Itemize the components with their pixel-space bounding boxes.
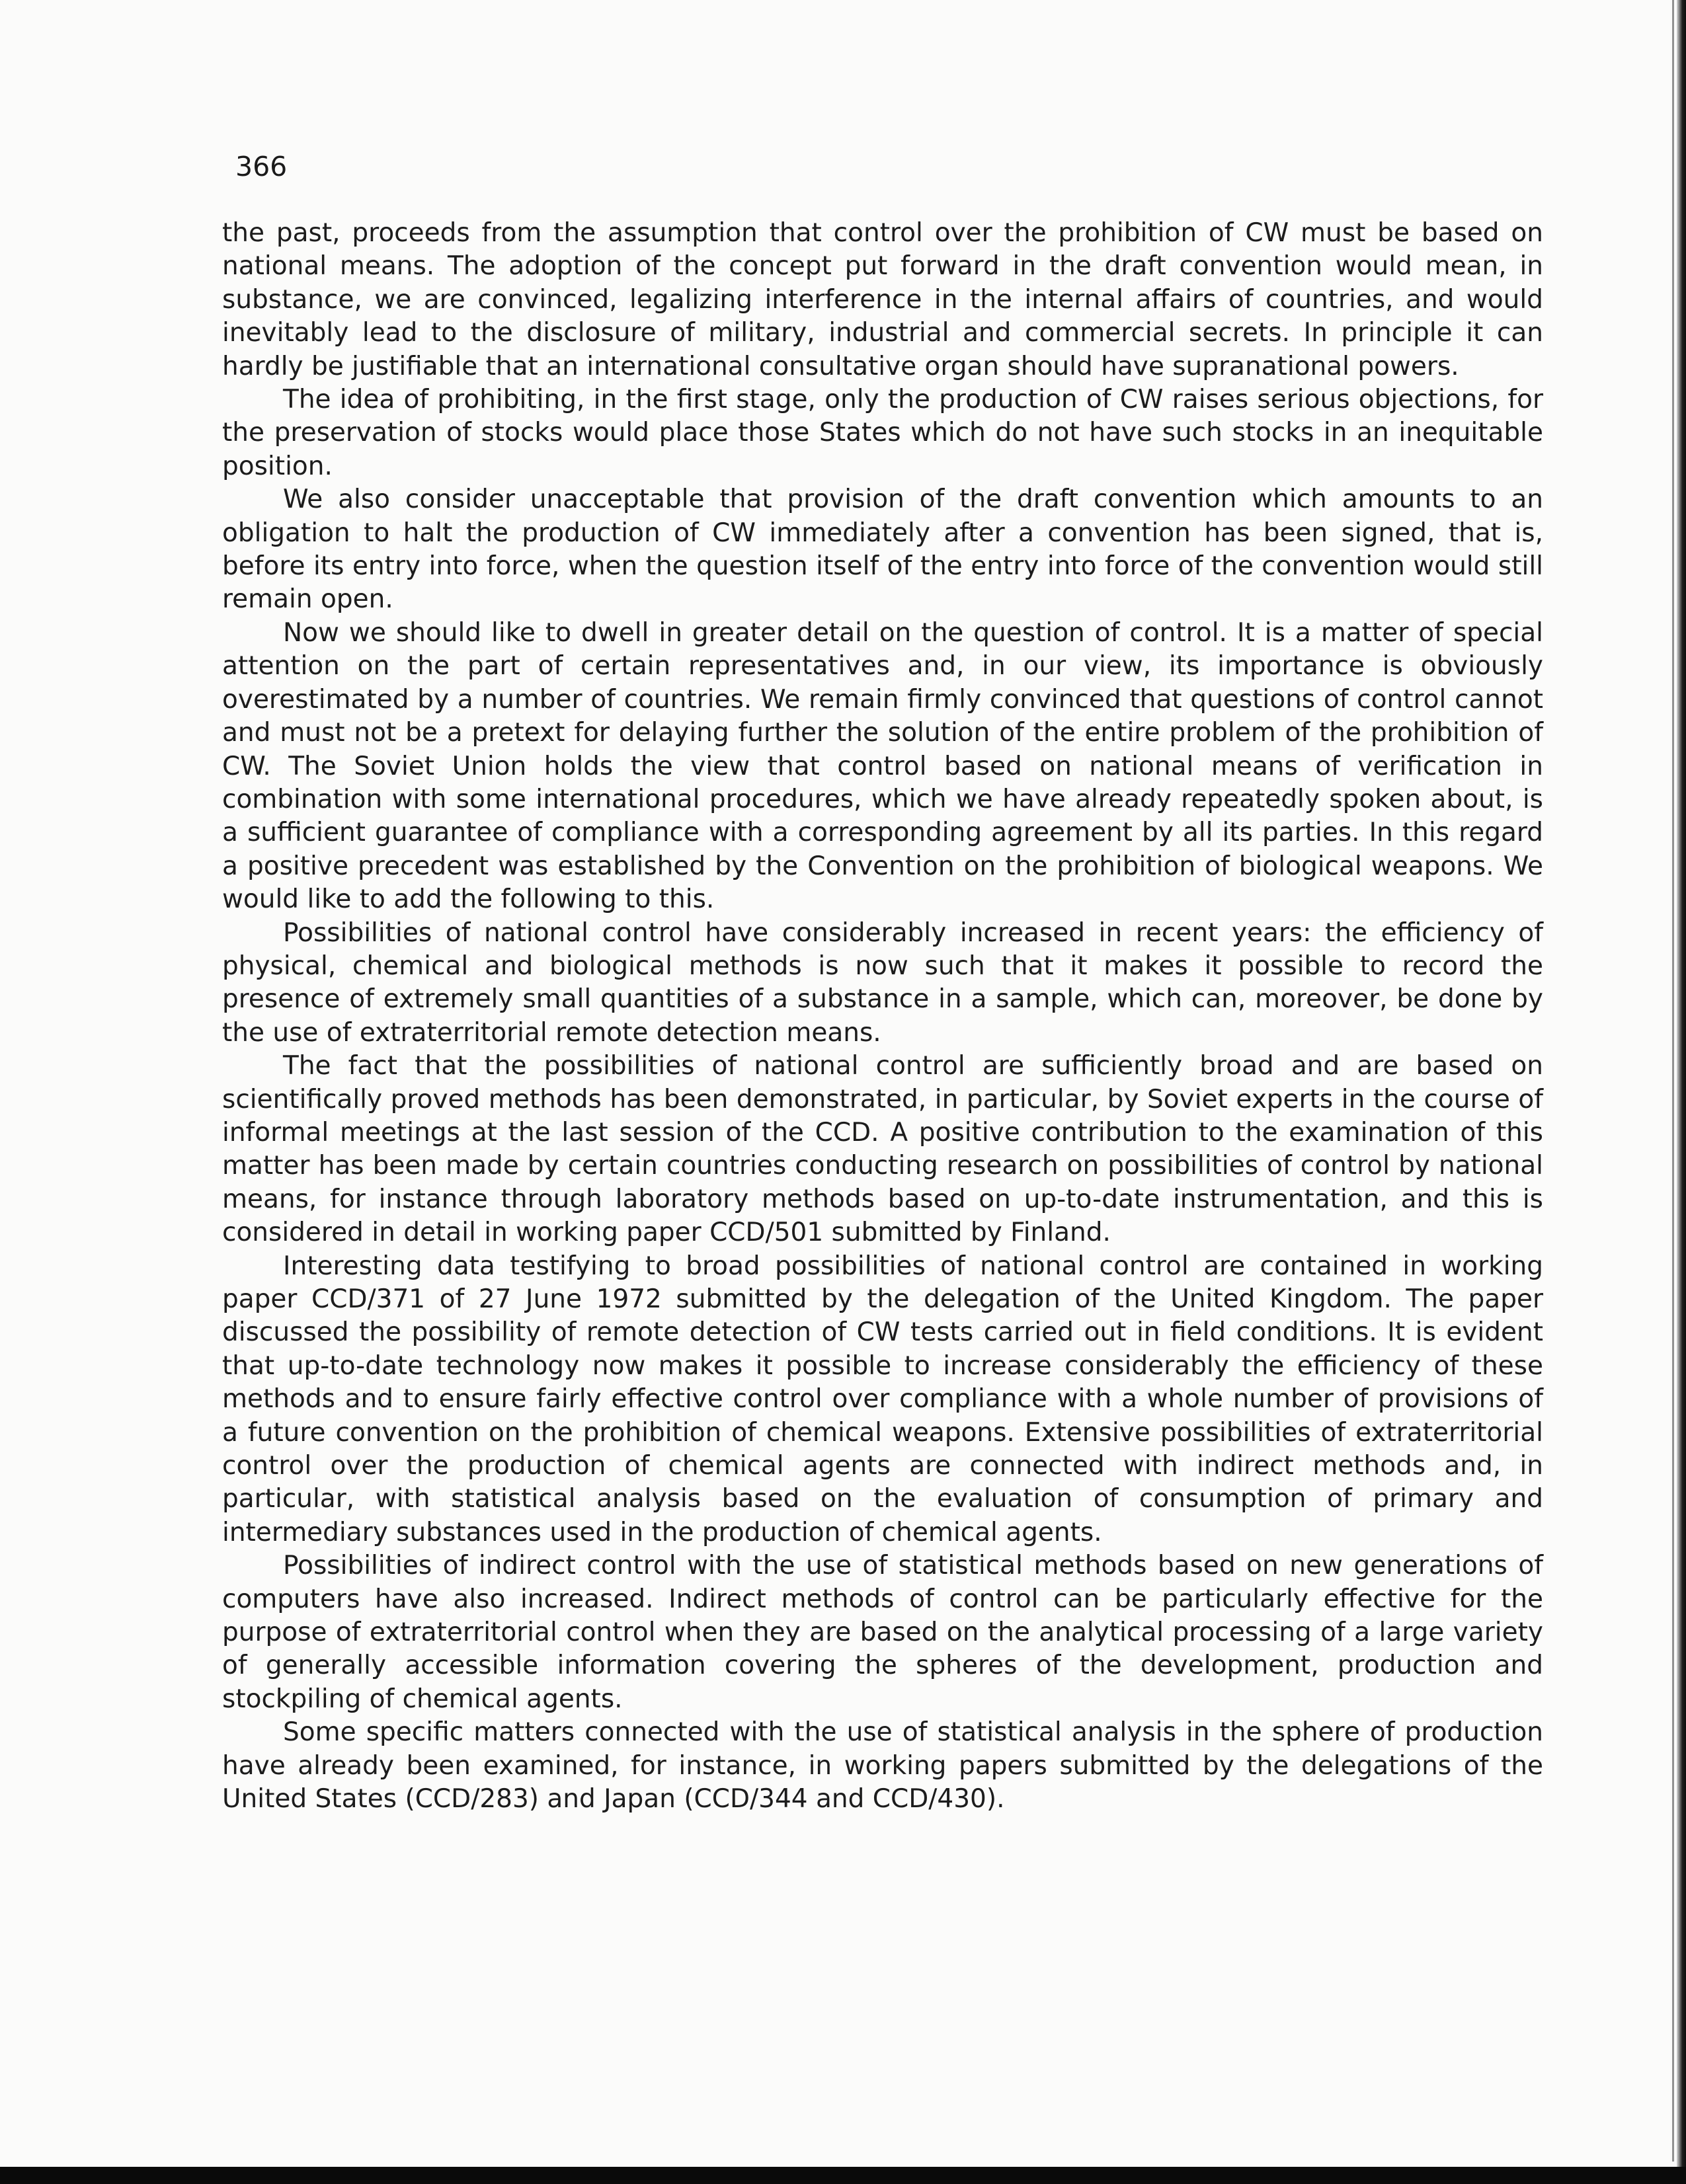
paragraph-4: Now we should like to dwell in greater detail on the question of control. It is a matter of special attention on the part of certain representatives and, in our view, its importance is obviously overestimated by a number of countries. We remain firmly convinced that questions of control cannot and must not be a pretext for delaying further the solution of the entire problem of the prohibition of CW. The Soviet Union holds the view that control based on national means of verification in combination with some international procedures, which we have already repeatedly spoken about, is a sufficient guarantee of compliance with a corresponding agreement by all its parties. In this regard a positive precedent was established by the Convention on the prohibition of biological weapons. We would like to add the following to this. bbox=[222, 617, 1543, 915]
paragraph-7: Interesting data testifying to broad possibilities of national control are contained in working paper CCD/371 of 27 June 1972 submitted by the delegation of the United Kingdom. The paper discussed the possibility of remote detection of CW tests carried out in field conditions. It is evident that up-to-date technology now makes it possible to increase considerably the efficiency of these methods and to ensure fairly effective control over compliance with a whole number of provisions of a future convention on the prohibition of chemical weapons. Extensive possibilities of extraterritorial control over the production of chemical agents are connected with indirect methods and, in particular, with statistical analysis based on the evaluation of consumption of primary and intermediary substances used in the production of chemical agents. bbox=[222, 1251, 1543, 1547]
scan-edge-right bbox=[1677, 0, 1686, 2184]
page-number: 366 bbox=[235, 151, 288, 182]
paragraph-3: We also consider unacceptable that provision of the draft convention which amounts to an obligation to halt the production of CW immediately after a convention has been signed, that is, before its entry into force, when the question itself of the entry into force of the convention would still remain open. bbox=[222, 485, 1543, 615]
paragraph-6: The fact that the possibilities of national control are sufficiently broad and are based on scientifically proved methods has been demonstrated, in particular, by Soviet experts in the course of informal meetings at the last session of the CCD. A positive contribution to the examination of this matter has been made by certain countries conducting research on possibilities of control by national means, for instance through laboratory methods based on up-to-date instrumentation, and this is considered in detail in working paper CCD/501 submitted by Finland. bbox=[222, 1051, 1543, 1248]
paragraph-9: Some specific matters connected with the use of statistical analysis in the sphere of production have already been examined, for instance, in working papers submitted by the delegations of the United States (CCD/283) and Japan (CCD/344 and CCD/430). bbox=[222, 1717, 1543, 1814]
scan-edge-bottom bbox=[0, 2167, 1686, 2184]
paragraph-5: Possibilities of national control have considerably increased in recent years: the efficiency of physical, chemical and biological methods is now such that it makes it possible to record the presence of extremely small quantities of a substance in a sample, which can, moreover, be done by the use of extraterritorial remote detection means. bbox=[222, 917, 1543, 1048]
scan-edge-line bbox=[1672, 0, 1674, 2162]
paragraph-8: Possibilities of indirect control with the use of statistical methods based on new generations of computers have also increased. Indirect methods of control can be particularly effective for the purpose of extraterritorial control when they are based on the analytical processing of a large variety of generally accessible information covering the spheres of the development, production and stockpiling of chemical agents. bbox=[222, 1551, 1543, 1714]
paragraph-1: the past, proceeds from the assumption that control over the prohibition of CW must be based on national means. The adoption of the concept put forward in the draft convention would mean, in substance, we are convinced, legalizing interference in the internal affairs of countries, and would inevitably lead to the disclosure of military, industrial and commercial secrets. In principle it can hardly be justifiable that an international consultative organ should have supranational powers. bbox=[222, 218, 1543, 381]
body-text bbox=[222, 217, 1543, 1816]
paragraph-2: The idea of prohibiting, in the first stage, only the production of CW raises serious objections, for the preservation of stocks would place those States which do not have such stocks in an inequitable position. bbox=[222, 385, 1543, 481]
